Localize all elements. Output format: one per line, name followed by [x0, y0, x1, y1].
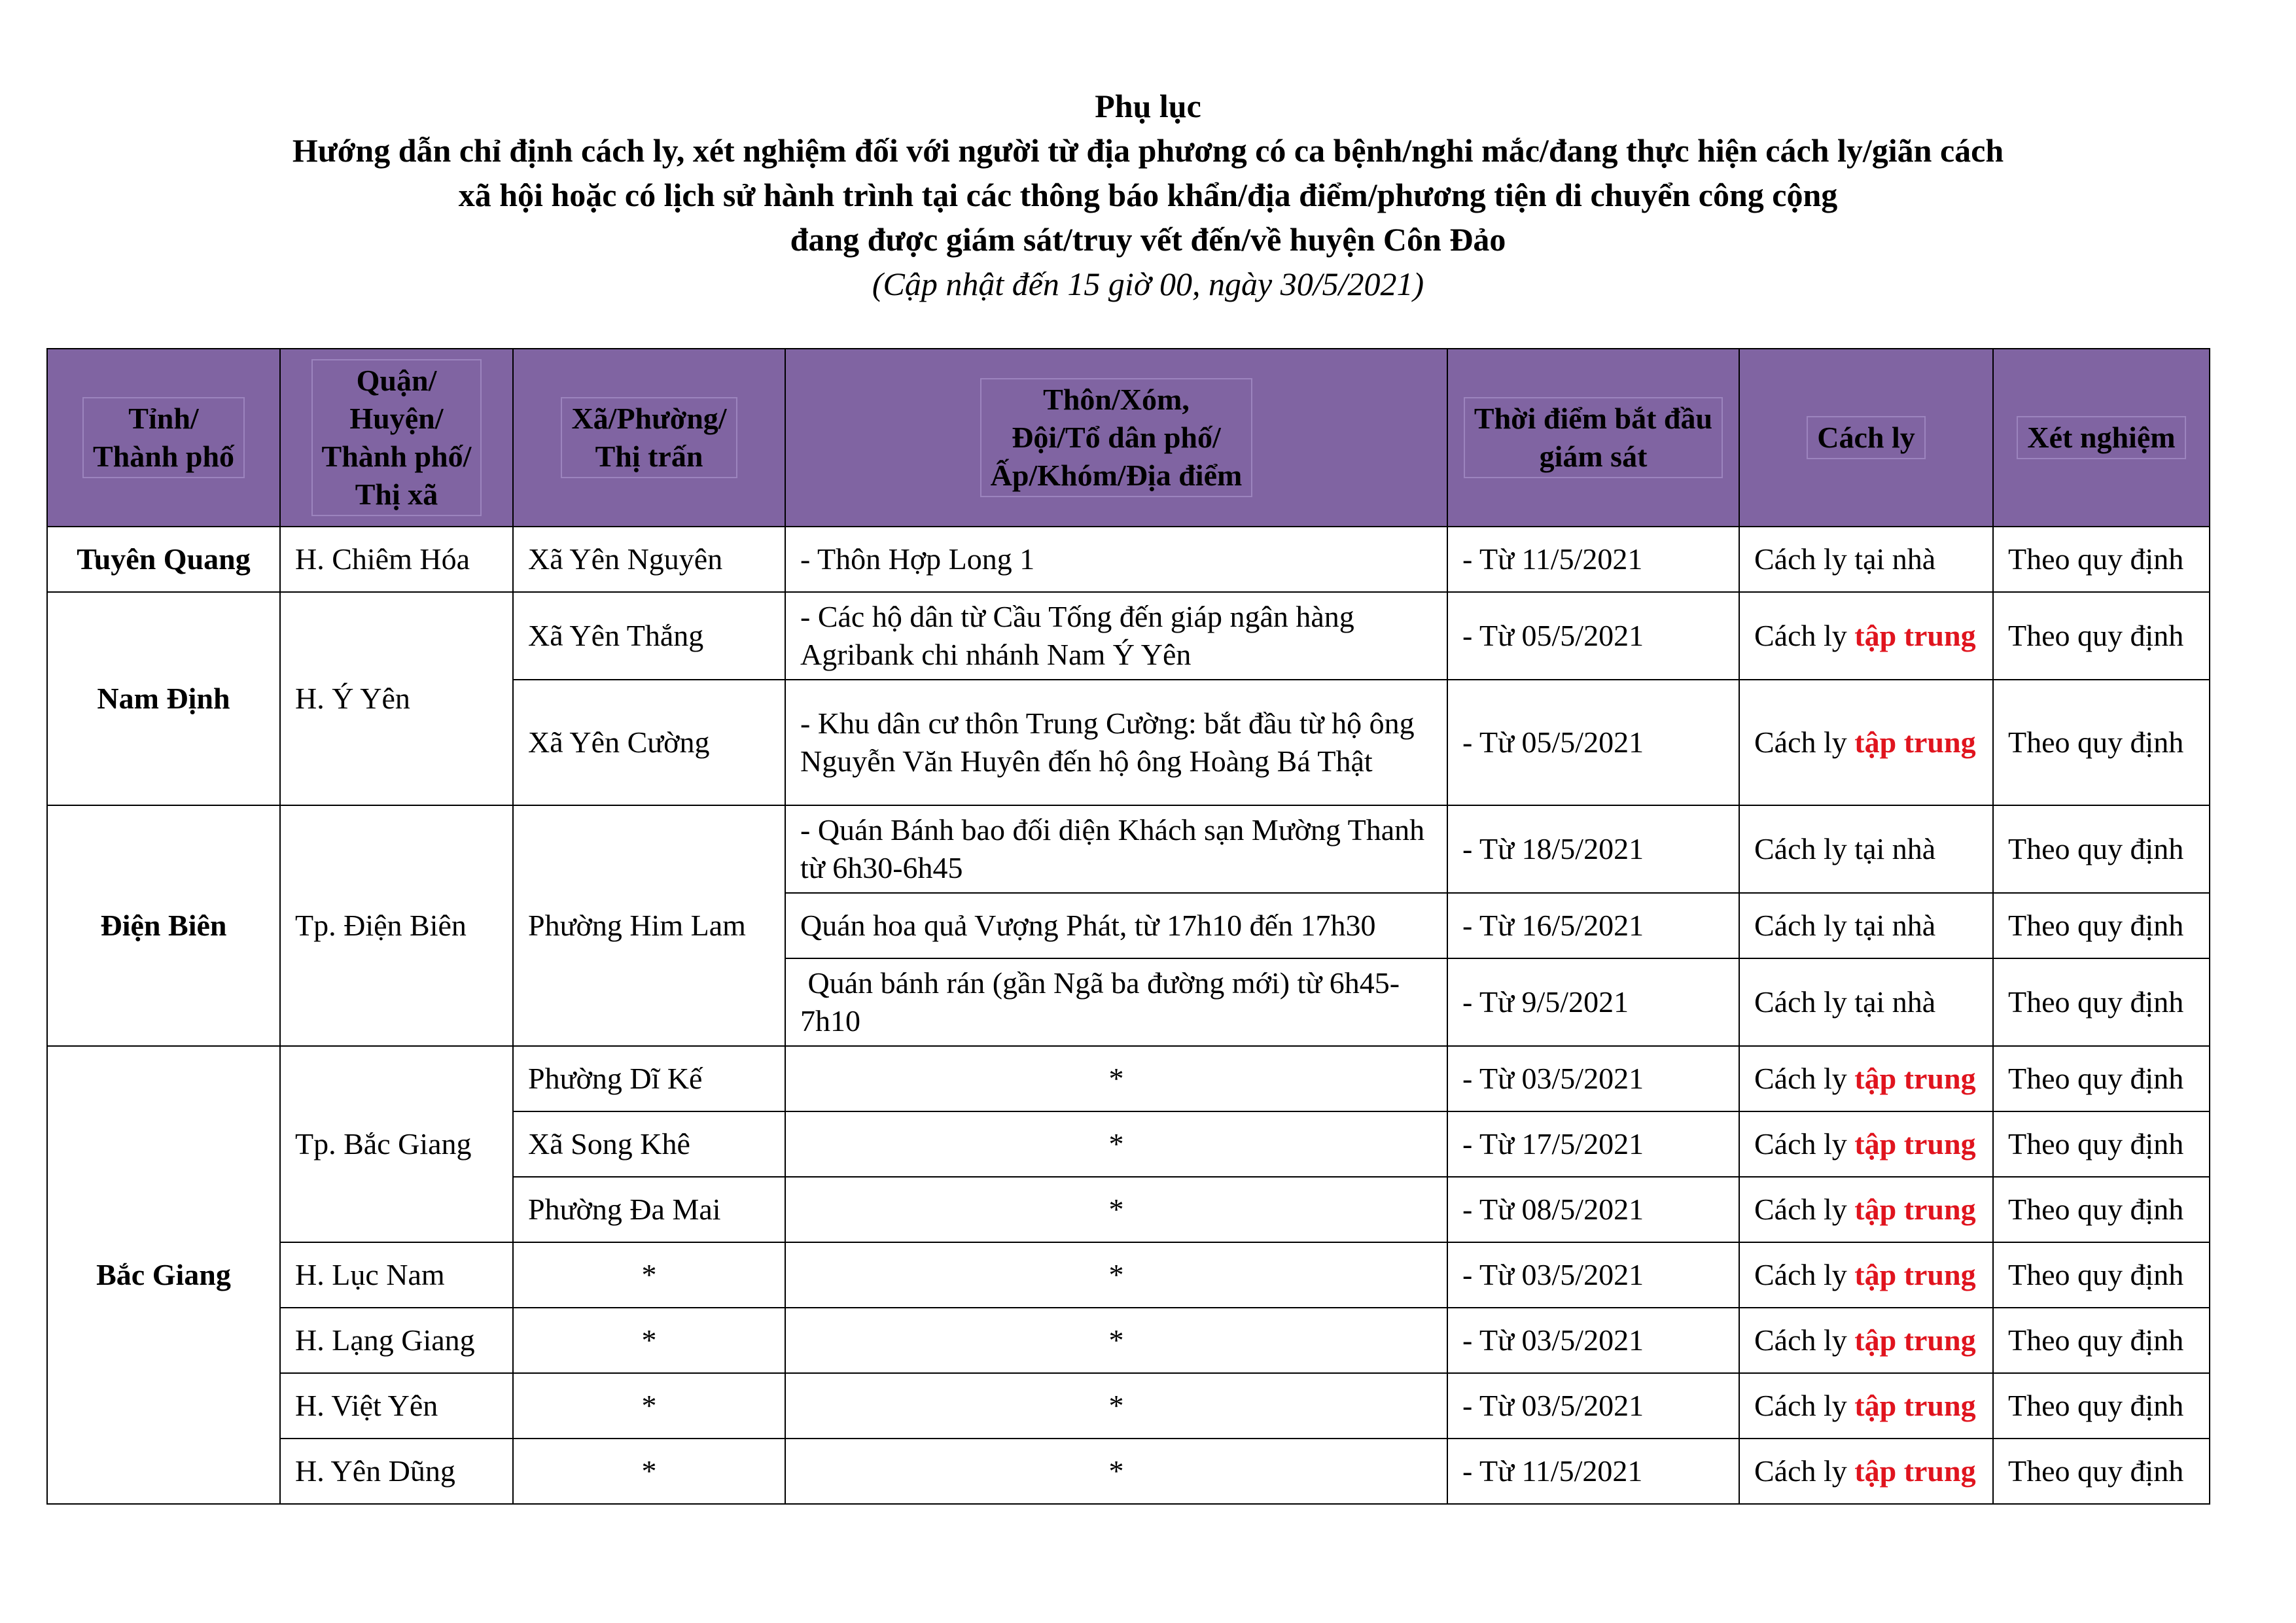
test-cell: Theo quy định [1993, 592, 2210, 680]
test-cell: Theo quy định [1993, 1046, 2210, 1111]
isolation-cell: Cách ly tập trung [1739, 1308, 1993, 1373]
start-cell: - Từ 03/5/2021 [1447, 1046, 1739, 1111]
test-cell: Theo quy định [1993, 1242, 2210, 1308]
test-cell: Theo quy định [1993, 1373, 2210, 1439]
focus-isolation-highlight: tập trung [1854, 1454, 1976, 1488]
focus-isolation-highlight: tập trung [1854, 725, 1976, 759]
header-district: Quận/ Huyện/ Thành phố/ Thị xã [280, 349, 513, 527]
start-cell: - Từ 17/5/2021 [1447, 1111, 1739, 1177]
district-cell: H. Lục Nam [280, 1242, 513, 1308]
isolation-cell: Cách ly tập trung [1739, 1439, 1993, 1504]
place-cell: - Các hộ dân từ Cầu Tống đến giáp ngân hàng Agribank chi nhánh Nam Ý Yên [785, 592, 1447, 680]
province-cell: Bắc Giang [47, 1046, 280, 1504]
quarantine-table [46, 348, 2210, 1505]
isolation-cell: Cách ly tập trung [1739, 1111, 1993, 1177]
table-row [47, 1046, 2210, 1111]
ward-cell: Xã Song Khê [513, 1111, 785, 1177]
district-cell: H. Ý Yên [280, 592, 513, 805]
start-cell: - Từ 03/5/2021 [1447, 1373, 1739, 1439]
place-cell: * [785, 1111, 1447, 1177]
table-row [47, 527, 2210, 592]
start-cell: - Từ 05/5/2021 [1447, 680, 1739, 805]
isolation-cell: Cách ly tập trung [1739, 1242, 1993, 1308]
district-cell: H. Yên Dũng [280, 1439, 513, 1504]
district-cell: H. Việt Yên [280, 1373, 513, 1439]
test-cell: Theo quy định [1993, 958, 2210, 1046]
test-cell: Theo quy định [1993, 1177, 2210, 1242]
header-village: Thôn/Xóm, Đội/Tổ dân phố/ Ấp/Khóm/Địa điểm [785, 349, 1447, 527]
start-cell: - Từ 18/5/2021 [1447, 805, 1739, 893]
place-cell: Quán bánh rán (gần Ngã ba đường mới) từ 6h45-7h10 [785, 958, 1447, 1046]
start-cell: - Từ 11/5/2021 [1447, 527, 1739, 592]
isolation-cell: Cách ly tại nhà [1739, 958, 1993, 1046]
test-cell: Theo quy định [1993, 1439, 2210, 1504]
ward-cell: Xã Yên Thắng [513, 592, 785, 680]
ward-cell: Xã Yên Nguyên [513, 527, 785, 592]
table-row [47, 592, 2210, 680]
province-cell: Điện Biên [47, 805, 280, 1046]
test-cell: Theo quy định [1993, 893, 2210, 958]
focus-isolation-highlight: tập trung [1854, 1062, 1976, 1095]
start-cell: - Từ 03/5/2021 [1447, 1242, 1739, 1308]
test-cell: Theo quy định [1993, 805, 2210, 893]
place-cell: * [785, 1439, 1447, 1504]
header-province: Tỉnh/ Thành phố [47, 349, 280, 527]
district-cell: Tp. Bắc Giang [280, 1046, 513, 1242]
header-ward: Xã/Phường/ Thị trấn [513, 349, 785, 527]
test-cell: Theo quy định [1993, 680, 2210, 805]
start-cell: - Từ 03/5/2021 [1447, 1308, 1739, 1373]
place-cell: Quán hoa quả Vượng Phát, từ 17h10 đến 17h30 [785, 893, 1447, 958]
place-cell: * [785, 1308, 1447, 1373]
province-cell: Nam Định [47, 592, 280, 805]
ward-cell: Phường Dĩ Kế [513, 1046, 785, 1111]
isolation-cell: Cách ly tập trung [1739, 1177, 1993, 1242]
header-isolation: Cách ly [1739, 349, 1993, 527]
test-cell: Theo quy định [1993, 1111, 2210, 1177]
heading-line-1: Hướng dẫn chỉ định cách ly, xét nghiệm đối với người từ địa phương có ca bệnh/nghi mắc/đang thực hiện cách ly/giãn cách [292, 132, 2004, 169]
table-row [47, 1242, 2210, 1308]
ward-cell: Phường Him Lam [513, 805, 785, 1046]
focus-isolation-highlight: tập trung [1854, 1323, 1976, 1357]
start-cell: - Từ 16/5/2021 [1447, 893, 1739, 958]
ward-cell: Phường Đa Mai [513, 1177, 785, 1242]
place-cell: - Quán Bánh bao đối diện Khách sạn Mường Thanh từ 6h30-6h45 [785, 805, 1447, 893]
district-cell: Tp. Điện Biên [280, 805, 513, 1046]
header-testing: Xét nghiệm [1993, 349, 2210, 527]
start-cell: - Từ 05/5/2021 [1447, 592, 1739, 680]
ward-cell: Xã Yên Cường [513, 680, 785, 805]
table-header-row [47, 349, 2210, 527]
isolation-cell: Cách ly tại nhà [1739, 805, 1993, 893]
focus-isolation-highlight: tập trung [1854, 619, 1976, 652]
isolation-cell: Cách ly tập trung [1739, 680, 1993, 805]
header-start-time: Thời điểm bắt đầu giám sát [1447, 349, 1739, 527]
start-cell: - Từ 11/5/2021 [1447, 1439, 1739, 1504]
place-cell: * [785, 1373, 1447, 1439]
table-row [47, 805, 2210, 893]
focus-isolation-highlight: tập trung [1854, 1389, 1976, 1422]
start-cell: - Từ 08/5/2021 [1447, 1177, 1739, 1242]
appendix-title: Phụ lục [1095, 88, 1201, 124]
table-row [47, 1439, 2210, 1504]
table-row [47, 1373, 2210, 1439]
isolation-cell: Cách ly tại nhà [1739, 893, 1993, 958]
place-cell: - Khu dân cư thôn Trung Cường: bắt đầu từ hộ ông Nguyễn Văn Huyên đến hộ ông Hoàng Bá Thật [785, 680, 1447, 805]
document-heading [0, 84, 2296, 306]
table-row [47, 1308, 2210, 1373]
ward-cell: * [513, 1439, 785, 1504]
place-cell: * [785, 1177, 1447, 1242]
isolation-cell: Cách ly tại nhà [1739, 527, 1993, 592]
province-cell: Tuyên Quang [47, 527, 280, 592]
ward-cell: * [513, 1373, 785, 1439]
isolation-cell: Cách ly tập trung [1739, 1046, 1993, 1111]
place-cell: * [785, 1242, 1447, 1308]
focus-isolation-highlight: tập trung [1854, 1127, 1976, 1161]
start-cell: - Từ 9/5/2021 [1447, 958, 1739, 1046]
focus-isolation-highlight: tập trung [1854, 1258, 1976, 1291]
test-cell: Theo quy định [1993, 1308, 2210, 1373]
isolation-cell: Cách ly tập trung [1739, 592, 1993, 680]
ward-cell: * [513, 1308, 785, 1373]
place-cell: - Thôn Hợp Long 1 [785, 527, 1447, 592]
ward-cell: * [513, 1242, 785, 1308]
update-note: (Cập nhật đến 15 giờ 00, ngày 30/5/2021) [872, 266, 1424, 302]
isolation-cell: Cách ly tập trung [1739, 1373, 1993, 1439]
test-cell: Theo quy định [1993, 527, 2210, 592]
heading-line-2: xã hội hoặc có lịch sử hành trình tại các thông báo khẩn/địa điểm/phương tiện di chuyển công cộng [458, 177, 1838, 213]
district-cell: H. Chiêm Hóa [280, 527, 513, 592]
heading-line-3: đang được giám sát/truy vết đến/về huyện Côn Đảo [790, 221, 1506, 258]
place-cell: * [785, 1046, 1447, 1111]
focus-isolation-highlight: tập trung [1854, 1193, 1976, 1226]
district-cell: H. Lạng Giang [280, 1308, 513, 1373]
